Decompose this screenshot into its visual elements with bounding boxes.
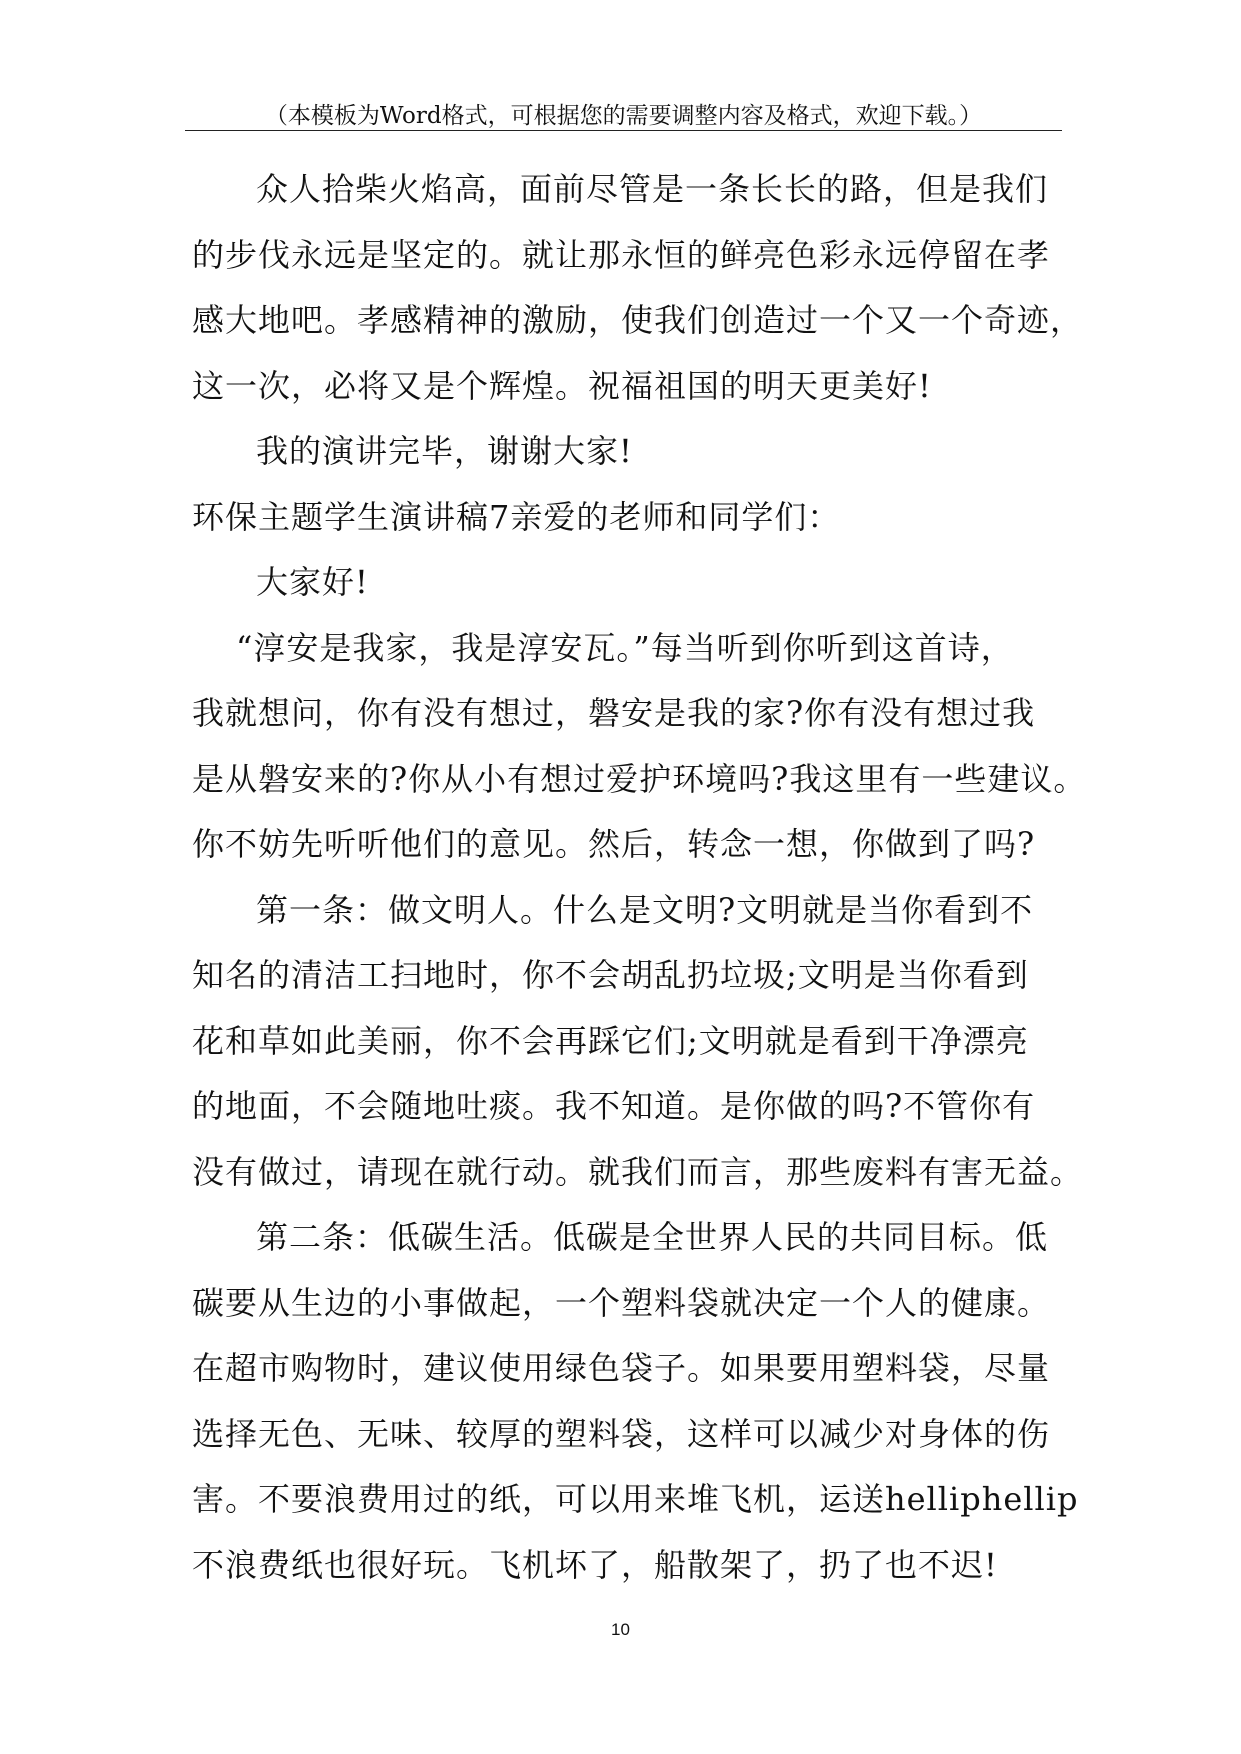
text-line: 第二条：低碳生活。低碳是全世界人民的共同目标。低 xyxy=(256,1218,1049,1256)
text-line: 害。不要浪费用过的纸，可以用来堆飞机，运送helliphellip xyxy=(192,1480,1079,1518)
text-line: 花和草如此美丽，你不会再踩它们;文明就是看到干净漂亮 xyxy=(192,1021,1029,1060)
text-line: 的步伐永远是坚定的。就让那永恒的鲜亮色彩永远停留在孝 xyxy=(192,235,1051,274)
text-line: 众人拾柴火焰高，面前尽管是一条长长的路，但是我们 xyxy=(256,170,1049,208)
document-body xyxy=(192,157,1087,1598)
text-line: 选择无色、无味、较厚的塑料袋，这样可以减少对身体的伤 xyxy=(192,1414,1051,1453)
text-line: 知名的清洁工扫地时，你不会胡乱扔垃圾;文明是当你看到 xyxy=(192,956,1029,994)
text-line: 这一次，必将又是个辉煌。祝福祖国的明天更美好! xyxy=(192,366,932,405)
text-line: “淳安是我家，我是淳安瓦。”每当听到你听到这首诗， xyxy=(236,628,1014,667)
template-note-header: （本模板为Word格式，可根据您的需要调整内容及格式，欢迎下载。） xyxy=(264,103,983,129)
text-line: 在超市购物时，建议使用绿色袋子。如果要用塑料袋，尽量 xyxy=(192,1349,1051,1387)
text-line: 碳要从生边的小事做起，一个塑料袋就决定一个人的健康。 xyxy=(192,1283,1051,1322)
text-line: 你不妨先听听他们的意见。然后，转念一想，你做到了吗? xyxy=(192,825,1036,863)
page-number: 10 xyxy=(611,1620,630,1639)
text-line: 我就想问，你有没有想过，磐安是我的家?你有没有想过我 xyxy=(192,694,1036,732)
text-line: 不浪费纸也很好玩。飞机坏了，船散架了，扔了也不迟! xyxy=(192,1545,998,1584)
text-line: 感大地吧。孝感精神的激励，使我们创造过一个又一个奇迹， xyxy=(192,301,1084,339)
text-line: 的地面，不会随地吐痰。我不知道。是你做的吗?不管你有 xyxy=(192,1087,1036,1125)
text-line: 我的演讲完毕，谢谢大家! xyxy=(256,432,633,470)
text-line: 是从磐安来的?你从小有想过爱护环境吗?我这里有一些建议。 xyxy=(192,759,1087,798)
section-title-line: 环保主题学生演讲稿7亲爱的老师和同学们： xyxy=(192,497,841,536)
text-line: 没有做过，请现在就行动。就我们而言，那些废料有害无益。 xyxy=(192,1152,1084,1191)
text-line: 第一条：做文明人。什么是文明?文明就是当你看到不 xyxy=(256,890,1034,929)
greeting-line: 大家好! xyxy=(256,563,369,601)
header-divider xyxy=(185,130,1062,131)
